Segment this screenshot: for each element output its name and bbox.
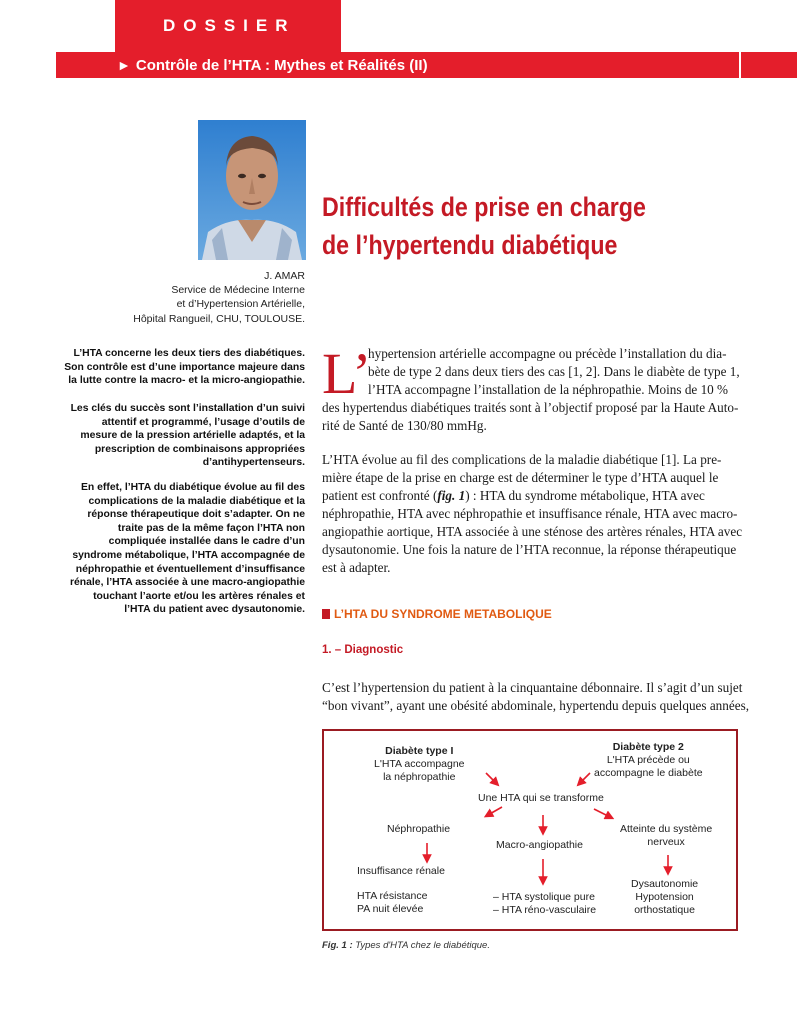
summary-line: réponse thérapeutique doit s’adapter. On ne (87, 509, 305, 521)
body-paragraph-intro-b (322, 399, 738, 435)
body-paragraph (322, 679, 749, 715)
body-line: néphropathie, HTA avec néphropathie et insuffisance rénale, HTA avec macro- (322, 506, 738, 521)
section-heading-text: L’HTA DU SYNDROME METABOLIQUE (334, 607, 552, 621)
series-title (117, 52, 428, 78)
figure-arrows (324, 731, 736, 929)
summary-line: attentif et programmé, l’usage d’outils de (101, 416, 305, 428)
figure-diagram (322, 729, 738, 931)
type2-line: L'HTA précède ou (606, 754, 690, 766)
resistance-line: HTA résistance (357, 890, 428, 902)
section-marker-icon (322, 609, 330, 619)
body-line: angiopathie aortique, HTA associée à une sténose des artères rénales, HTA avec (322, 524, 743, 539)
dysautonomia-line: orthostatique (634, 904, 695, 916)
summary-line: traite pas de la même façon l’HTA non (117, 522, 305, 534)
body-line: des hypertendus diabétiques traités sont à l’objectif proposé par la Haute Auto- (322, 400, 739, 415)
section-heading (322, 607, 552, 621)
renal-node: Insuffisance rénale (357, 865, 445, 877)
dossier-tab: DOSSIER (115, 0, 341, 52)
summary-line: syndrome métabolique, l’HTA accompagnée de (72, 549, 305, 561)
macro-outcome-line: – HTA réno-vasculaire (493, 904, 597, 916)
dysautonomia-line: Dysautonomie (631, 878, 699, 890)
type1-line: la néphropathie (383, 771, 456, 783)
play-arrow-icon: ► (117, 57, 131, 73)
summary-line: la lutte contre la macro- et la micro-angiopathie. (68, 375, 305, 387)
body-line: est à adapter. (322, 560, 391, 575)
arrow-type2-to-center (580, 773, 590, 783)
summary-line: rénale, l’HTA associée à une macro-angiopathie (69, 577, 305, 589)
article-title-line: de l’hypertendu diabétique (322, 230, 618, 260)
caption-label: Fig. 1 : (322, 940, 353, 951)
resistance-line: PA nuit élevée (357, 903, 424, 915)
body-line (322, 487, 742, 505)
nephro-node: Néphropathie (387, 823, 451, 835)
macro-node: Macro-angiopathie (496, 839, 583, 851)
summary-line: mesure de la pression artérielle adaptés, et la (80, 430, 305, 442)
type2-line: accompagne le diabète (594, 767, 703, 779)
dysautonomia-line: Hypotension (635, 891, 694, 903)
body-line: C’est l’hypertension du patient à la cinquantaine débonnaire. Il s’agit d’un sujet (322, 680, 743, 695)
article-title-line: Difficultés de prise en charge (322, 192, 646, 222)
body-line: mière étape de la prise en charge est de déterminer le type d’HTA auquel le (322, 470, 719, 485)
summary-line: d’antihypertenseurs. (202, 457, 305, 469)
summary-paragraph (40, 347, 305, 388)
summary-line: L’HTA concerne les deux tiers des diabétiques. (73, 348, 305, 359)
arrow-center-to-nephro (488, 807, 502, 815)
summary-line: prescription de combinaisons appropriées (94, 443, 305, 455)
macro-outcome-line: – HTA systolique pure (493, 891, 595, 903)
figure-reference: fig. 1 (437, 488, 466, 503)
series-title-text: Contrôle de l’HTA : Mythes et Réalités (II) (135, 57, 428, 74)
body-line: l’HTA accompagne l’installation de la néphropathie. Moins de 10 % (368, 382, 729, 397)
author-affiliation-line: Hôpital Rangueil, CHU, TOULOUSE. (133, 312, 305, 325)
body-line: hypertension artérielle accompagne ou précède l’installation du dia- (368, 346, 727, 361)
arrow-center-to-nervous (594, 809, 610, 817)
summary-paragraph (40, 481, 305, 617)
body-text: ) : HTA du syndrome métabolique, HTA avec (465, 488, 705, 503)
summary-paragraph (40, 402, 305, 470)
summary-line: compliquée installée dans le cadre d’un (108, 536, 305, 548)
type1-title: Diabète type I (385, 745, 454, 757)
nervous-line: Atteinte du système (620, 823, 713, 835)
subsection-heading: 1. – Diagnostic (322, 644, 404, 656)
author-block (120, 269, 305, 326)
arrow-type1-to-center (486, 773, 496, 783)
body-paragraph-intro-a (368, 345, 740, 399)
summary-line: néphropathie et éventuellement d’insuffisance (75, 563, 305, 575)
caption-text: Types d'HTA chez le diabétique. (355, 940, 490, 951)
type1-line: L'HTA accompagne (374, 758, 465, 770)
body-paragraph (322, 451, 742, 577)
body-line: L’HTA évolue au fil des complications de la maladie diabétique [1]. La pre- (322, 452, 722, 467)
author-affiliation-line: Service de Médecine Interne (171, 284, 305, 297)
summary-line: l’HTA du patient avec dysautonomie. (124, 604, 305, 616)
author-photo (198, 120, 306, 260)
center-node: Une HTA qui se transforme (478, 792, 604, 804)
summary-line: complications de la maladie diabétique et la (88, 495, 305, 507)
summary-line: Son contrôle est d’une importance majeure dans (64, 361, 305, 373)
figure-caption (322, 940, 490, 951)
summary-line: En effet, l’HTA du diabétique évolue au fil des (80, 482, 305, 493)
body-line: rité de Santé de 130/80 mmHg. (322, 418, 487, 433)
drop-cap: L’ (322, 341, 372, 406)
body-line: bète de type 2 dans deux tiers des cas [1, 2]. Dans le diabète de type 1, (368, 364, 740, 379)
body-line: “bon vivant”, ayant une obésité abdominale, hypertendu depuis quelques années, (322, 698, 749, 713)
summary-line: Les clés du succès sont l’installation d’un suivi (70, 403, 305, 414)
band-divider (739, 52, 741, 78)
summary-line: touchant l’aorte et/ou les artères rénales et (93, 590, 305, 602)
body-line: dysautonomie. Une fois la nature de l’HTA reconnue, la réponse thérapeutique (322, 542, 737, 557)
type2-title: Diabète type 2 (612, 741, 684, 753)
body-text: patient est confronté ( (322, 488, 438, 503)
article-title (322, 188, 646, 264)
author-affiliation-line: et d’Hypertension Artérielle, (176, 298, 305, 311)
nervous-line: nerveux (647, 836, 685, 848)
author-name: J. AMAR (264, 270, 305, 282)
